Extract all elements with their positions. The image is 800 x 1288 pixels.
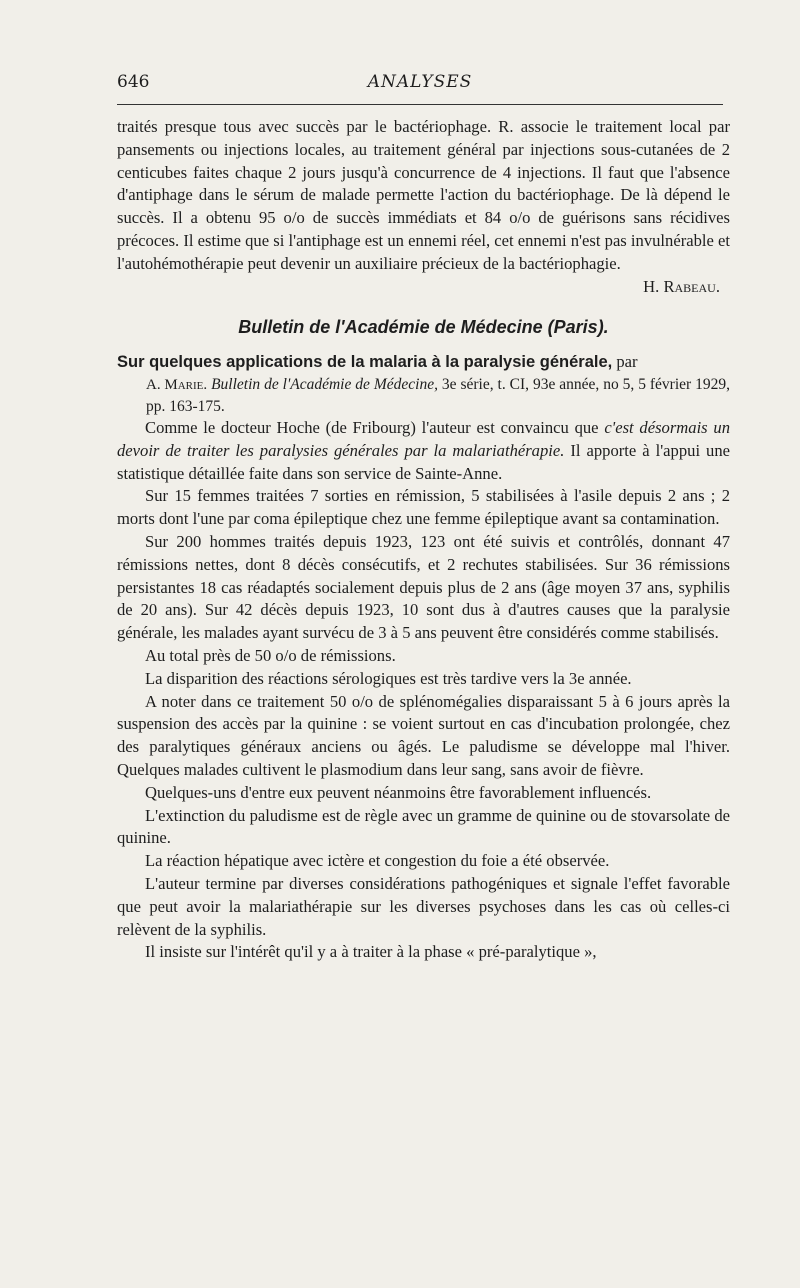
paragraph: Sur 200 hommes traités depuis 1923, 123 ont été suivis et contrôlés, donnant 47 rémissions nettes, dont 8 décès consécutifs, et 2 rechutes stabilisées. Sur 36 rémissions persistantes 18 cas réadaptés socialement depuis plus de 2 ans (âge moyen 37 ans, syphilis de 20 ans). Sur 42 décès depuis 1923, 10 sont dus à d'autres causes que la paralysie générale, les malades ayant survécu de 3 à 5 ans peuvent être considérés comme stabilisés. — [117, 531, 730, 643]
page-number: 646 — [117, 72, 150, 92]
paragraph: Comme le docteur Hoche (de Fribourg) l'auteur est convaincu que c'est désormais un devoir de traiter les paralysies générales par la malariathérapie. Il apporte à l'appui une statistique détaillée faite dans son service de Sainte-Anne. — [117, 417, 730, 483]
emphasis-text: c'est désormais un devoir de traiter les paralysies générales par la malariathérapie. — [117, 417, 730, 460]
running-title: ANALYSES — [367, 72, 473, 92]
reviewer-signature: H. Rabeau. — [643, 276, 720, 296]
article-heading — [117, 351, 730, 374]
article-title: Sur quelques applications de la malaria à la paralysie générale, — [117, 353, 613, 372]
paragraph: La disparition des réactions sérologiques est très tardive vers la 3e année. — [145, 668, 632, 688]
paragraph: A noter dans ce traitement 50 o/o de splénomégalies disparaissant 5 à 6 jours après la suspension des accès par la quinine : se voient surtout en cas d'incubation prolongée, chez des paralytiques généraux anciens ou âgés. Le paludisme se développe mal l'hiver. Quelques malades cultivent le plasmodium dans leur sang, sans avoir de fièvre. — [117, 691, 730, 779]
article-reference — [117, 374, 730, 417]
paragraph: Il insiste sur l'intérêt qu'il y a à traiter à la phase « pré-paralytique », — [145, 942, 597, 962]
paragraph: L'extinction du paludisme est de règle avec un gramme de quinine ou de stovarsolate de quinine. — [117, 805, 730, 848]
header-rule — [117, 104, 723, 105]
paragraph: La réaction hépatique avec ictère et congestion du foie a été observée. — [145, 851, 610, 871]
article-par: par — [616, 352, 638, 372]
paragraph: L'auteur termine par diverses considérations pathogéniques et signale l'effet favorable que peut avoir la malariathérapie sur les diverses psychoses dans les cas où celles-ci relèvent de la syphilis. — [117, 873, 730, 939]
previous-review-text: traités presque tous avec succès par le bactériophage. R. associe le traitement local par pansements ou injections locales, au traitement général par injections sous-cutanées de 2 centicubes faites chaque 2 jours jusqu'à concurrence de 4 injections. Il faut que l'absence d'antiphage dans le sérum de malade permette l'action du bactériophage. De là dépend le succès. Il a obtenu 95 o/o de succès immédiats et 84 o/o de guérisons sans récidives précoces. Il estime que si l'antiphage est un ennemi réel, cet ennemi n'est pas invulnérable et l'autohémothérapie peut devenir un auxiliaire précieux de la bactériophagie. — [117, 117, 730, 273]
article-source-details: 3e série, t. CI, 93e année, no 5, 5 février 1929, pp. 163-175. — [146, 375, 730, 415]
reviewer-name: Rabeau. — [663, 276, 720, 296]
paragraph: Quelques-uns d'entre eux peuvent néanmoins être favorablement influencés. — [145, 782, 652, 802]
page-header — [117, 72, 723, 94]
article-source: Bulletin de l'Académie de Médecine, — [211, 375, 438, 393]
paragraph: Au total près de 50 o/o de rémissions. — [145, 645, 396, 665]
page-body — [117, 116, 730, 964]
article-author: A. Marie. — [146, 376, 208, 393]
journal-heading: Bulletin de l'Académie de Médecine (Paris). — [238, 317, 609, 338]
paragraph: Sur 15 femmes traitées 7 sorties en rémission, 5 stabilisées à l'asile depuis 2 ans ; 2 morts dont l'une par coma épileptique chez une femme épileptique avant sa contamination. — [117, 486, 730, 529]
